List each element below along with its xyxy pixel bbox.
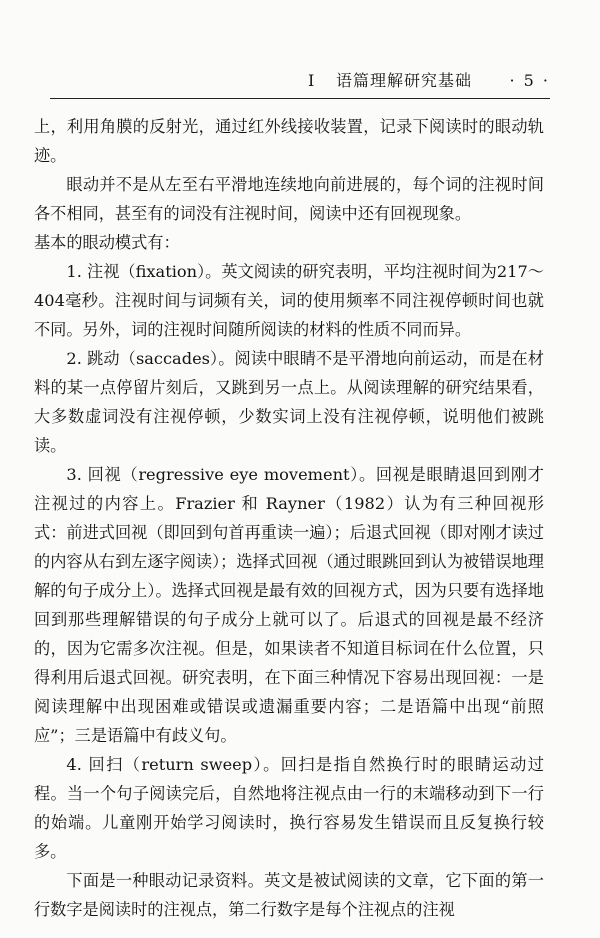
paragraph-regression: 3. 回视（regressive eye movement）。回视是眼睛退回到刚才注视过的内容上。Frazier 和 Rayner（1982）认为有三种回视形式：前进式回视（即回到句首再重读一遍）；后退式回视（即对刚才读过的内容从右到左逐字阅读）；选择式回视（通过眼跳回到认为被错误地理解的句子成分上）。选择式回视是最有效的回视方式，因为只要有选择地回到那些理解错误的句子成分上就可以了。后退式的回视是最不经济的，因为它需多次注视。但是，如果读者不知道目标词在什么位置，只得利用后退式回视。研究表明，在下面三种情况下容易出现回视：一是阅读理解中出现困难或错误或遗漏重要内容；二是语篇中出现“前照应”；三是语篇中有歧义句。 — [34, 465, 544, 745]
body-text — [34, 112, 544, 924]
paragraph: 眼动并不是从左至右平滑地连续地向前进展的，每个词的注视时间各不相同，甚至有的词没有注视时间，阅读中还有回视现象。 — [34, 175, 544, 223]
paragraph: 上，利用角膜的反射光，通过红外线接收装置，记录下阅读时的眼动轨迹。 — [34, 117, 544, 165]
paragraph-saccades: 2. 跳动（saccades）。阅读中眼睛不是平滑地向前运动，而是在材料的某一点停留片刻后，又跳到另一点上。从阅读理解的研究结果看，大多数虚词没有注视停顿，少数实词上没有注视停顿，说明他们被跳读。 — [34, 349, 544, 455]
paragraph-fixation: 1. 注视（fixation）。英文阅读的研究表明，平均注视时间为217～404毫秒。注视时间与词频有关，词的使用频率不同注视停顿时间也就不同。另外，词的注视时间随所阅读的材料的性质不同而异。 — [34, 262, 544, 339]
chapter-title: 语篇理解研究基础 — [336, 71, 473, 90]
paragraph-return-sweep: 4. 回扫（return sweep）。回扫是指自然换行时的眼睛运动过程。当一个句子阅读完后，自然地将注视点由一行的末端移动到下一行的始端。儿童刚开始学习阅读时，换行容易发生错误而且反复换行较多。 — [34, 755, 544, 861]
running-header — [50, 64, 550, 99]
paragraph: 下面是一种眼动记录资料。英文是被试阅读的文章，它下面的第一行数字是阅读时的注视点，第二行数字是每个注视点的注视 — [34, 871, 544, 919]
page-number: · 5 · — [509, 71, 550, 90]
paragraph: 基本的眼动模式有： — [34, 233, 180, 252]
section-number: I — [308, 71, 315, 90]
